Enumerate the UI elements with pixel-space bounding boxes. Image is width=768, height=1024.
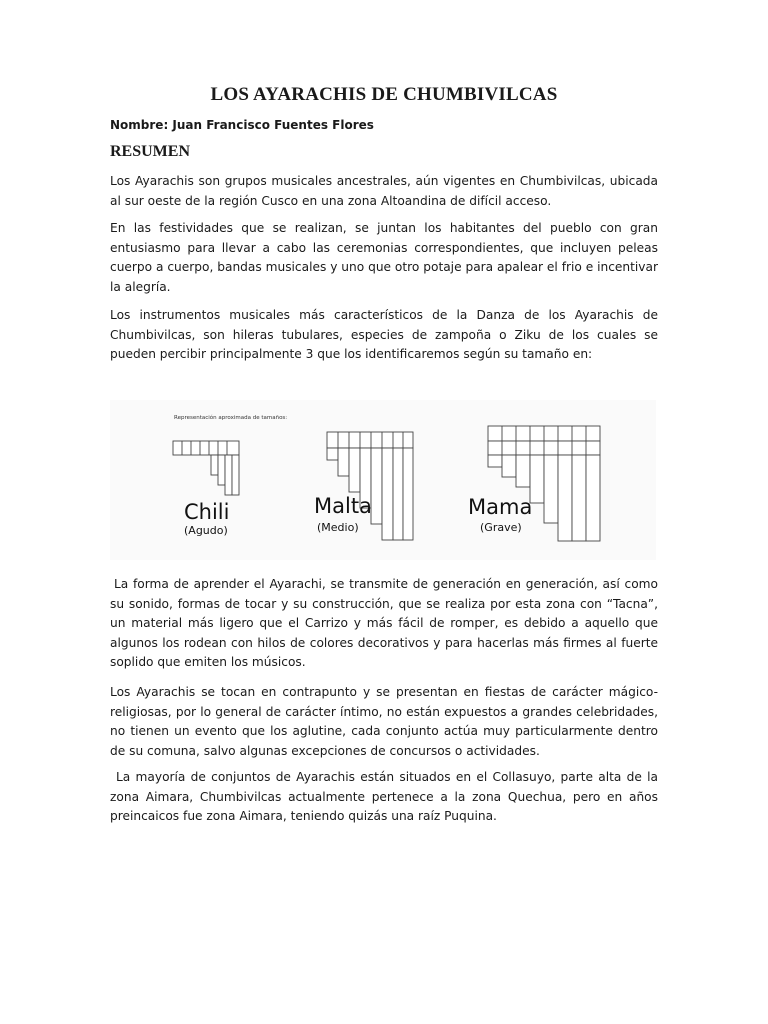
section-heading: RESUMEN [110, 143, 191, 160]
paragraph-4: La forma de aprender el Ayarachi, se transmite de generación en generación, así como su sonido, formas de tocar y su construcción, que se realiza por esta zona con “Tacna”, un material más ligero que el Carrizo y más fácil de romper, es debido a aquello que algunos los rodean con hilos de colores decorativos y para hacerlas más firmes al fuerte soplido que emiten los músicos. [110, 577, 658, 669]
paragraph-3: Los instrumentos musicales más característicos de la Danza de los Ayarachis de Chumbivilcas, son hileras tubulares, especies de zampoña o Ziku de los cuales se pueden percibir principalmente 3 que los identificaremos según su tamaño en: [110, 308, 658, 361]
malta-label: Malta [314, 494, 372, 518]
malta-sublabel: (Medio) [317, 521, 359, 534]
figure-caption: Representación aproximada de tamaños: [174, 415, 288, 421]
paragraph-1: Los Ayarachis son grupos musicales ancestrales, aún vigentes en Chumbivilcas, ubicada al sur oeste de la región Cusco en una zona Altoandina de difícil acceso. [110, 174, 658, 208]
mama-label: Mama [468, 495, 533, 519]
mama-sublabel: (Grave) [480, 521, 522, 534]
paragraph-2: En las festividades que se realizan, se juntan los habitantes del pueblo con gran entusiasmo para llevar a cabo las ceremonias correspondientes, que incluyen peleas cuerpo a cuerpo, bandas musicales y uno que otro potaje para apalear el frio e incentivar la alegría. [110, 221, 658, 294]
paragraph-5: Los Ayarachis se tocan en contrapunto y se presentan en fiestas de carácter mágico-religiosas, por lo general de carácter íntimo, no están expuestos a grandes celebridades, no tienen un evento que los aglutine, cada conjunto actúa muy particularmente dentro de su comuna, salvo algunas excepciones de concursos o actividades. [110, 685, 658, 758]
chili-sublabel: (Agudo) [184, 524, 228, 537]
author-line: Nombre: Juan Francisco Fuentes Flores [110, 118, 374, 132]
panpipe-illustration [110, 400, 656, 560]
paragraph-6: La mayoría de conjuntos de Ayarachis están situados en el Collasuyo, parte alta de la zona Aimara, Chumbivilcas actualmente pertenece a la zona Quechua, pero en años preincaicos fue zona Aimara, teniendo quizás una raíz Puquina. [110, 770, 658, 823]
panpipe-size-figure [110, 400, 656, 560]
document-title: LOS AYARACHIS DE CHUMBIVILCAS [210, 84, 558, 105]
chili-label: Chili [184, 500, 230, 524]
chili-panpipe [173, 441, 239, 495]
